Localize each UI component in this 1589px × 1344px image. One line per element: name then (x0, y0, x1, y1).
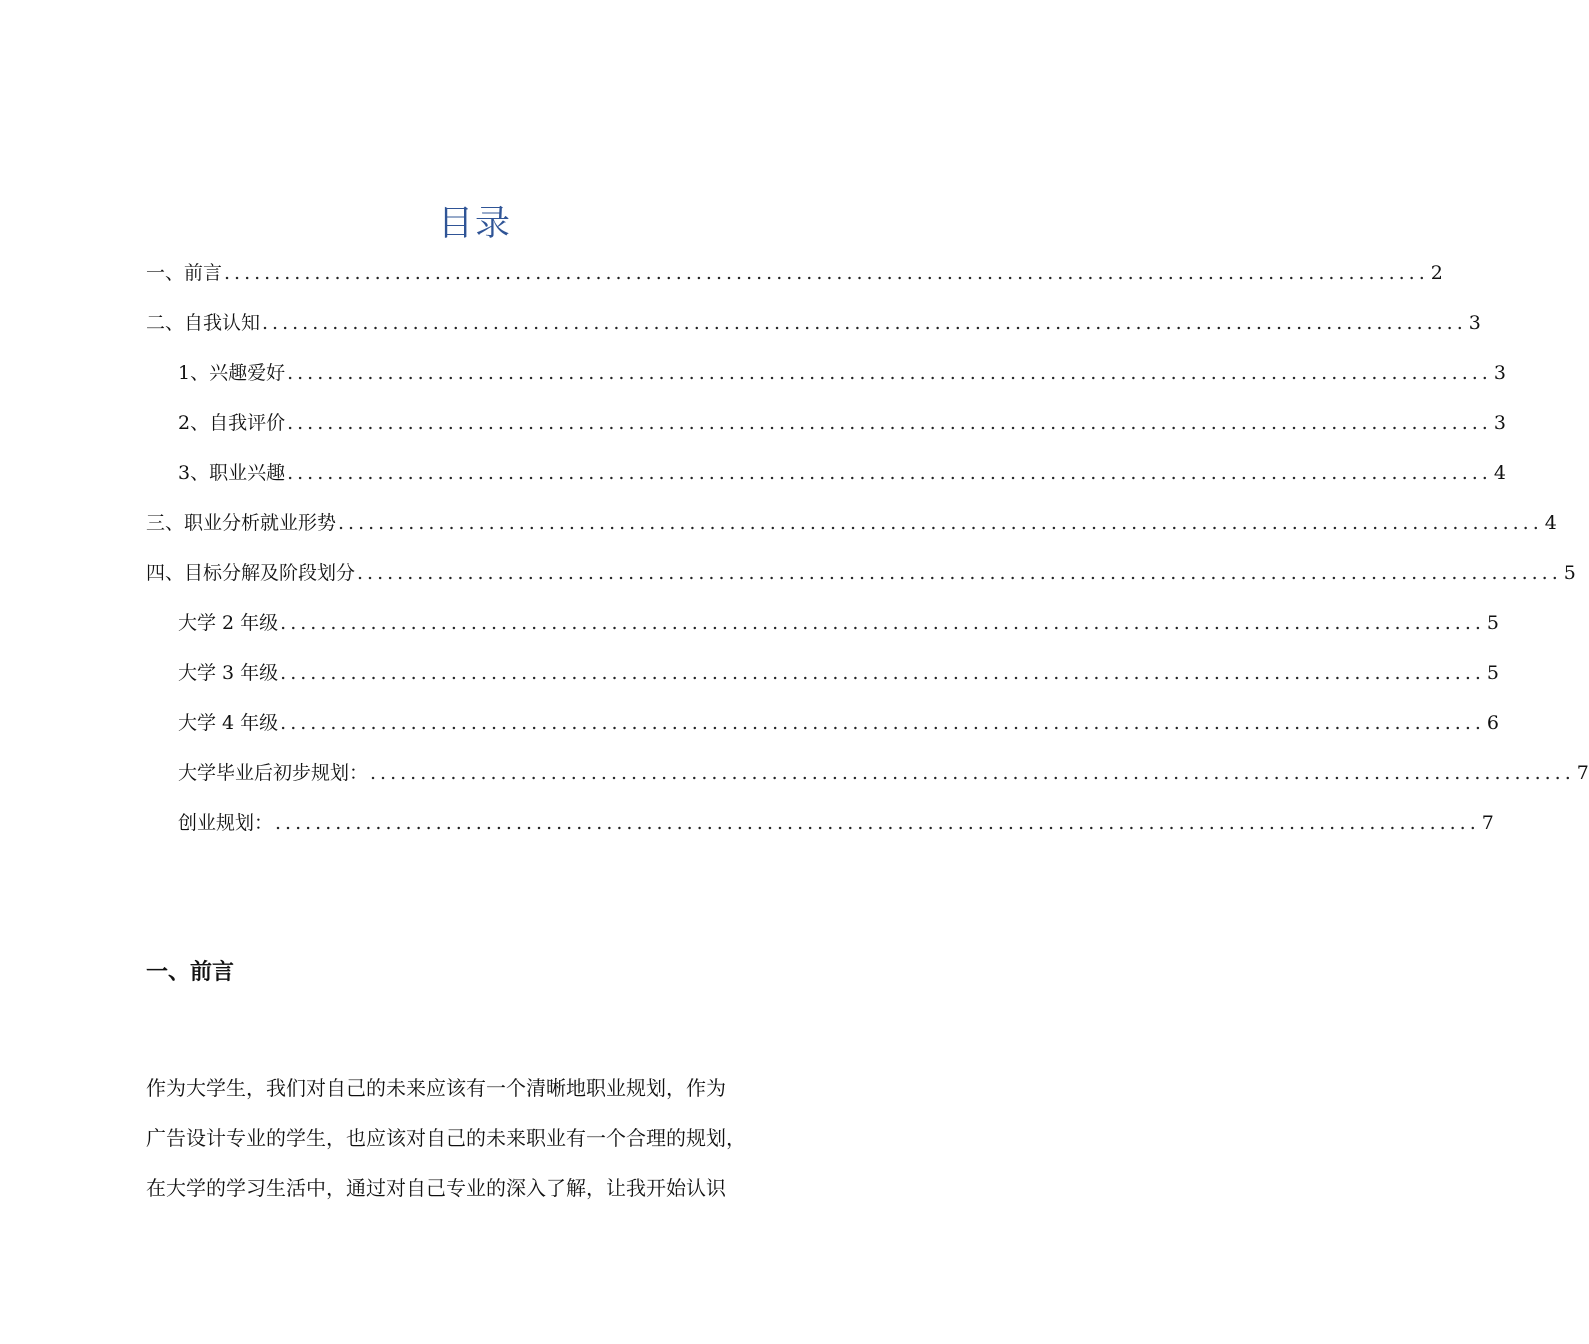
toc-leader-dots: ........................................................................................................................ (370, 762, 1575, 784)
toc-leader-dots: ........................................................................................................................ (224, 262, 1429, 284)
toc-entry-page: 4 (1544, 512, 1557, 534)
toc-leader-dots: ........................................................................................................................ (357, 562, 1562, 584)
toc-entry[interactable] (146, 356, 1506, 406)
paragraph-line: 作为大学生，我们对自己的未来应该有一个清晰地职业规划，作为 (146, 1076, 726, 1100)
toc-leader-dots: ........................................................................................................................ (338, 512, 1543, 534)
toc-entry-label: 大学 2 年级 (178, 612, 279, 634)
toc-entry-label: 大学毕业后初步规划： (178, 762, 369, 784)
toc-leader-dots: ........................................................................................................................ (287, 412, 1492, 434)
toc-entry[interactable] (146, 706, 1500, 756)
toc-entry-page: 2 (1430, 262, 1443, 284)
paragraph-line: 广告设计专业的学生，也应该对自己的未来职业有一个合理的规划， (146, 1126, 746, 1150)
toc-entry-page: 5 (1486, 662, 1500, 684)
toc-entry-label: 三、职业分析就业形势 (146, 512, 337, 534)
toc-entry-page: 4 (1493, 462, 1506, 484)
toc-entry-label: 3、职业兴趣 (178, 462, 286, 484)
toc-entry[interactable] (146, 756, 1589, 806)
toc-entry[interactable] (146, 306, 1481, 356)
toc-entry[interactable] (146, 256, 1443, 306)
table-of-contents (146, 256, 1589, 856)
toc-entry-label: 二、自我认知 (146, 312, 261, 334)
toc-leader-dots: ........................................................................................................................ (275, 812, 1480, 834)
toc-entry-page: 3 (1493, 362, 1506, 384)
toc-title: 目录 (437, 204, 512, 244)
toc-leader-dots: ........................................................................................................................ (280, 712, 1485, 734)
toc-entry-label: 2、自我评价 (178, 412, 286, 434)
toc-entry-label: 四、目标分解及阶段划分 (146, 562, 356, 584)
toc-leader-dots: ........................................................................................................................ (280, 662, 1485, 684)
toc-entry-page: 7 (1481, 812, 1494, 834)
toc-leader-dots: ........................................................................................................................ (280, 612, 1485, 634)
toc-leader-dots: ........................................................................................................................ (262, 312, 1467, 334)
toc-entry[interactable] (146, 606, 1500, 656)
paragraph-line: 在大学的学习生活中，通过对自己专业的深入了解，让我开始认识 (146, 1176, 726, 1200)
toc-entry[interactable] (146, 656, 1500, 706)
body-paragraph (146, 1068, 808, 1218)
toc-entry[interactable] (146, 456, 1506, 506)
toc-entry-label: 1、兴趣爱好 (178, 362, 286, 384)
toc-entry-page: 6 (1486, 712, 1500, 734)
toc-entry-page: 3 (1468, 312, 1481, 334)
toc-entry[interactable] (146, 506, 1557, 556)
section-heading: 一、前言 (146, 959, 235, 985)
toc-entry-label: 大学 3 年级 (178, 662, 279, 684)
toc-entry-page: 5 (1486, 612, 1500, 634)
toc-entry[interactable] (146, 806, 1494, 856)
toc-leader-dots: ........................................................................................................................ (287, 462, 1492, 484)
toc-entry-label: 创业规划： (178, 812, 274, 834)
toc-entry-page: 3 (1493, 412, 1506, 434)
toc-entry-label: 一、前言 (146, 262, 223, 284)
toc-leader-dots: ........................................................................................................................ (287, 362, 1492, 384)
toc-entry-page: 5 (1563, 562, 1576, 584)
toc-entry-label: 大学 4 年级 (178, 712, 279, 734)
toc-entry-page: 7 (1576, 762, 1589, 784)
toc-entry[interactable] (146, 406, 1506, 456)
toc-entry[interactable] (146, 556, 1576, 606)
